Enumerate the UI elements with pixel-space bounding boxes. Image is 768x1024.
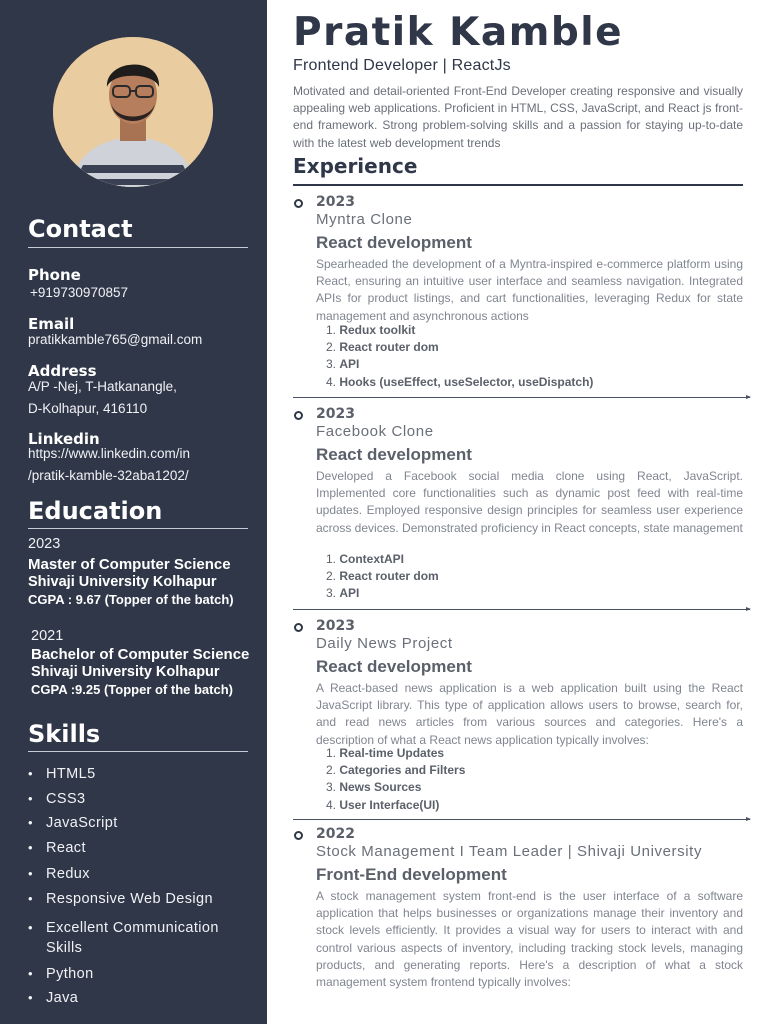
experience-entry (293, 826, 753, 1016)
timeline-circle-icon (294, 831, 303, 840)
tech-item: 2. React router dom (326, 340, 439, 355)
tech-item: 3. News Sources (326, 780, 422, 795)
tech-item-label: Hooks (useEffect, useSelector, useDispatch) (339, 374, 594, 389)
education-heading: Education (28, 497, 163, 525)
experience-heading: Experience (293, 154, 418, 178)
profile-photo (53, 37, 213, 187)
phone-label: Phone (28, 266, 81, 284)
tech-item: 4. Hooks (useEffect, useSelector, useDispatch) (326, 374, 594, 389)
experience-divider (293, 184, 743, 186)
skill-label: • CSS3 (46, 791, 86, 807)
education-year: 2021 (31, 628, 64, 644)
linkedin-label: Linkedin (28, 430, 100, 448)
contact-divider (28, 247, 248, 248)
tech-item-label: Categories and Filters (339, 763, 466, 778)
tech-item: 4. User Interface(UI) (326, 797, 440, 812)
education-degree: Master of Computer Science (28, 556, 231, 573)
entry-year: 2023 (316, 194, 355, 210)
project-name: Facebook Clone (316, 423, 434, 440)
experience-entry (293, 618, 753, 828)
email-value: pratikkamble765@gmail.com (28, 332, 203, 347)
tech-list (326, 322, 593, 391)
tech-item-label: ContextAPI (339, 552, 405, 566)
tech-item-label: React router dom (339, 569, 439, 584)
entry-year: 2023 (316, 406, 355, 422)
education-university: Shivaji University Kolhapur (31, 664, 220, 680)
skill-item (28, 840, 258, 866)
person-avatar-icon (53, 37, 213, 187)
address-label: Address (28, 362, 97, 380)
tech-item: 3. API (326, 357, 360, 372)
address-line-1: A/P -Nej, T-Hatkanangle, (28, 379, 177, 394)
skill-item (28, 815, 258, 840)
project-description: Spearheaded the development of a Myntra-inspired e-commerce platform using React, ensuring an intuitive user interface and seamless navigation. Integrated APIs for product listings, and cart functionalities, leveraging Redux for state management and asynchronous actions (316, 257, 743, 323)
skill-item (28, 918, 258, 966)
skill-label: • Responsive Web Design (46, 891, 213, 907)
project-name: Daily News Project (316, 635, 453, 652)
skill-label: • React (46, 840, 86, 856)
project-name: Myntra Clone (316, 211, 413, 228)
tech-list (326, 745, 465, 814)
project-type: React development (316, 445, 472, 464)
skill-item (28, 891, 258, 918)
tech-item: 1. ContextAPI (326, 552, 405, 566)
tech-item-label: API (339, 586, 360, 601)
project-description: A React-based news application is a web application built using the React JavaScript library. This type of application allows users to browse, search for, and read news articles from various sources and categories. Here's a description of what a React news application typically involves: (316, 681, 743, 747)
linkedin-url-line-1[interactable]: https://www.linkedin.com/in (28, 446, 191, 461)
entry-separator-arrow (293, 397, 750, 398)
tech-item-label: Redux toolkit (339, 323, 416, 337)
sidebar (0, 0, 267, 1024)
education-cgpa: CGPA :9.25 (Topper of the batch) (31, 682, 233, 697)
timeline-circle-icon (294, 623, 303, 632)
skills-list (28, 766, 258, 1014)
project-description: A stock management system front-end is the user interface of a software application that helps businesses or organizations manage their inventory and stock levels efficiently. It provides a visual way for users to interact with and control various aspects of inventory, including tracking stock levels, managing products, and generating reports. Here's a description of what a stock management system frontend typically involves: (316, 889, 743, 990)
education-university: Shivaji University Kolhapur (28, 574, 217, 590)
project-type: Front-End development (316, 865, 507, 884)
email-label: Email (28, 315, 75, 333)
education-degree: Bachelor of Computer Science (31, 646, 250, 663)
skill-item (28, 791, 258, 815)
timeline-circle-icon (294, 199, 303, 208)
skill-item (28, 866, 258, 891)
tech-item-label: News Sources (339, 780, 422, 795)
phone-value: +919730970857 (30, 285, 128, 300)
candidate-name: Pratik Kamble (293, 10, 624, 55)
entry-year: 2023 (316, 618, 355, 634)
entry-separator-arrow (293, 819, 750, 820)
tech-item-label: User Interface(UI) (339, 797, 440, 812)
skill-label: • Excellent Communication Skills (46, 920, 219, 956)
skill-item (28, 990, 258, 1014)
tech-item: 2. Categories and Filters (326, 763, 466, 778)
skill-label: • Python (46, 966, 94, 982)
skill-item (28, 966, 258, 990)
skill-label: • Java (46, 990, 79, 1006)
tech-list (326, 551, 439, 603)
tech-item: 1. Redux toolkit (326, 323, 416, 337)
address-line-2: D-Kolhapur, 416110 (28, 401, 148, 416)
profile-summary: Motivated and detail-oriented Front-End Developer creating responsive and visually appealing web applications. Proficient in HTML, CSS, JavaScript, and React js front-end framework. Strong problem-solving skills and a passion for staying up-to-date with the latest web development trends (293, 84, 743, 150)
job-title: Frontend Developer | ReactJs (293, 57, 511, 74)
education-divider (28, 528, 248, 529)
skill-label: • HTML5 (46, 766, 96, 782)
tech-item-label: React router dom (339, 340, 439, 355)
experience-entry (293, 406, 753, 616)
project-type: React development (316, 657, 472, 676)
tech-item-label: Real-time Updates (339, 746, 445, 760)
project-description: Developed a Facebook social media clone using React, JavaScript. Implemented core functionalities such as dynamic post feed with real-time updates. Employed responsive design principles for seamless user experience across devices. Demonstrated proficiency in React concepts, state management (316, 469, 743, 535)
linkedin-url-line-2[interactable]: /pratik-kamble-32aba1202/ (28, 468, 189, 483)
timeline-circle-icon (294, 411, 303, 420)
tech-item: 3. API (326, 586, 360, 601)
education-cgpa: CGPA : 9.67 (Topper of the batch) (28, 592, 234, 607)
skill-item (28, 766, 258, 791)
skill-label: • JavaScript (46, 815, 118, 831)
tech-item: 2. React router dom (326, 569, 439, 584)
entry-year: 2022 (316, 826, 355, 842)
contact-heading: Contact (28, 215, 133, 243)
tech-item-label: API (339, 357, 360, 372)
tech-item: 1. Real-time Updates (326, 746, 445, 760)
skills-divider (28, 751, 248, 752)
entry-separator-arrow (293, 609, 750, 610)
project-type: React development (316, 233, 472, 252)
education-year: 2023 (28, 536, 61, 552)
skills-heading: Skills (28, 720, 101, 748)
experience-entry (293, 194, 753, 404)
project-name: Stock Management I Team Leader | Shivaji University (316, 843, 703, 860)
skill-label: • Redux (46, 866, 90, 882)
